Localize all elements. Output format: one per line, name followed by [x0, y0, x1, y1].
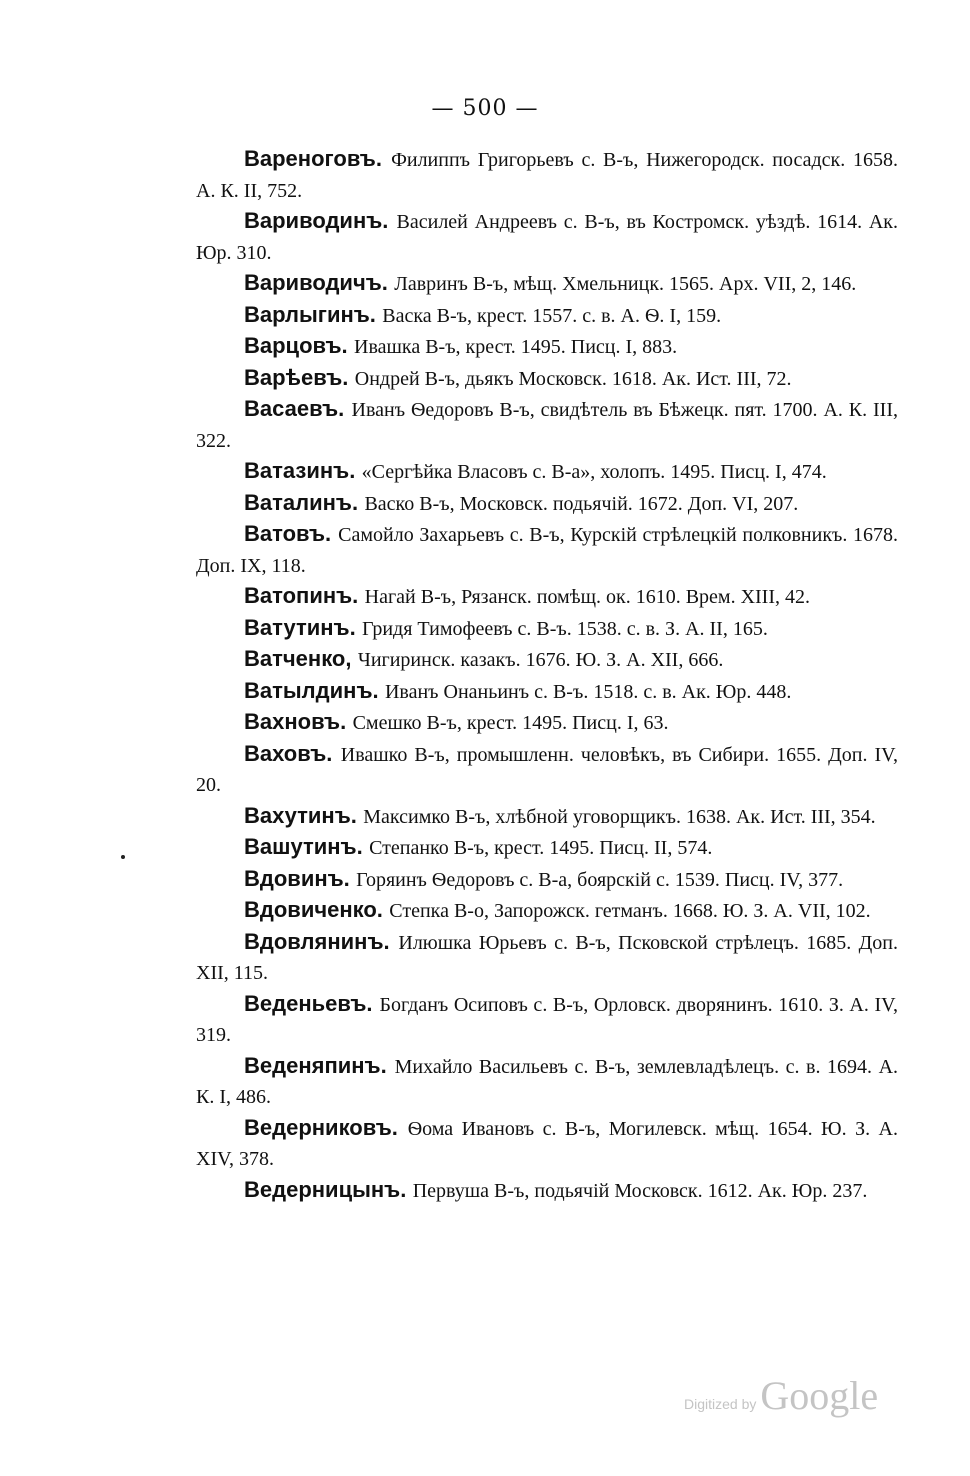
- dictionary-entry: [196, 613, 898, 645]
- dictionary-entry: [196, 1051, 898, 1113]
- dictionary-entry: [196, 268, 898, 300]
- entry-surname: Вашутинъ.: [244, 834, 363, 859]
- entry-surname: Васаевъ.: [244, 396, 345, 421]
- entry-text: Степанко В-ъ, крест. 1495. Писц. II, 574.: [369, 837, 713, 859]
- dictionary-entry: [196, 394, 898, 456]
- entry-text: Лавринъ В-ъ, мѣщ. Хмельницк. 1565. Арх. VII, 2, 146.: [394, 273, 857, 295]
- dictionary-entry: [196, 144, 898, 206]
- entry-text: Ондрей В-ъ, дьякъ Московск. 1618. Ак. Ист. III, 72.: [354, 367, 792, 390]
- stray-ink-dot: [121, 855, 125, 859]
- entry-surname: Веденьевъ.: [244, 990, 373, 1016]
- dictionary-entry: [196, 927, 898, 989]
- entry-surname: Вариводичъ.: [244, 270, 388, 295]
- watermark-brand-logo: Google: [760, 1373, 879, 1418]
- entry-text: Горяинъ Ѳедоровъ с. В-а, боярскій с. 1539. Писц. IV, 377.: [356, 868, 844, 891]
- entry-text: Нагай В-ъ, Рязанск. помѣщ. ок. 1610. Врем. XIII, 42.: [364, 586, 810, 608]
- entry-surname: Варлыгинъ.: [244, 301, 376, 327]
- entry-surname: Ватовъ.: [244, 521, 332, 546]
- dictionary-entry: [196, 300, 898, 332]
- dictionary-entry: [196, 864, 898, 896]
- entry-surname: Ватченко,: [244, 646, 352, 671]
- entry-text: Филиппъ Григорьевъ с. В-ъ, Нижегородск. посадск. 1658. А. К. II, 752.: [196, 149, 898, 202]
- dictionary-entry: [196, 363, 898, 395]
- entry-text: Ѳома Ивановъ с. В-ъ, Могилевск. мѣщ. 1654. Ю. З. А. XIV, 378.: [196, 1117, 898, 1170]
- entry-text: Михайло Васильевъ с. В-ъ, землевладѣлецъ. с. в. 1694. А. К. I, 486.: [196, 1055, 899, 1108]
- dictionary-entry: [196, 488, 898, 520]
- entry-text: Богданъ Осиповъ с. В-ъ, Орловск. дворянинъ. 1610. З. А. IV, 319.: [196, 993, 898, 1046]
- dictionary-entry: [196, 1175, 898, 1207]
- entry-surname: Вдовлянинъ.: [244, 928, 390, 954]
- entry-text: Ивашко В-ъ, промышленн. человѣкъ, въ Сибири. 1655. Доп. IV, 20.: [196, 743, 898, 796]
- entry-text: Васко В-ъ, Московск. подьячій. 1672. Доп. VI, 207.: [364, 492, 799, 515]
- dictionary-entry: [196, 739, 898, 801]
- dictionary-entry: [196, 801, 898, 833]
- entry-text: Васка В-ъ, крест. 1557. с. в. А. Ѳ. I, 159.: [382, 304, 722, 327]
- watermark-digitized-label: Digitized by: [684, 1396, 757, 1412]
- entry-surname: Ваховъ.: [244, 740, 333, 766]
- dictionary-entry: [196, 676, 898, 708]
- entry-surname: Ватазинъ.: [244, 458, 356, 483]
- entry-text: Степка В-о, Запорожск. гетманъ. 1668. Ю. З. А. VII, 102.: [389, 900, 871, 922]
- entry-text: Василей Андреевъ с. В-ъ, въ Костромск. уѣздѣ. 1614. Ак. Юр. 310.: [196, 211, 898, 264]
- entry-surname: Вариводинъ.: [244, 208, 389, 233]
- entry-text: Гридя Тимофеевъ с. В-ъ. 1538. с. в. З. А. II, 165.: [362, 617, 768, 640]
- entry-surname: Вахутинъ.: [244, 802, 357, 828]
- dictionary-entry: [196, 456, 898, 488]
- entry-text: Чигиринск. казакъ. 1676. Ю. З. А. XII, 666.: [357, 649, 724, 671]
- dictionary-entry: [196, 331, 898, 363]
- entry-surname: Ведерницынъ.: [244, 1176, 407, 1202]
- entry-text: Илюшка Юрьевъ с. В-ъ, Псковской стрѣлецъ. 1685. Доп. XII, 115.: [196, 931, 899, 984]
- entry-surname: Ватылдинъ.: [244, 677, 379, 703]
- dictionary-entry: [196, 1113, 898, 1175]
- entry-text: Смешко В-ъ, крест. 1495. Писц. I, 63.: [352, 712, 669, 734]
- entry-surname: Варцовъ.: [244, 333, 348, 358]
- entry-text: Иванъ Онаньинъ с. В-ъ. 1518. с. в. Ак. Юр. 448.: [384, 680, 792, 703]
- dictionary-entry: [196, 707, 898, 739]
- dictionary-entry: [196, 895, 898, 927]
- dictionary-entry: [196, 832, 898, 864]
- entry-surname: Ваталинъ.: [244, 489, 359, 515]
- entry-surname: Ватопинъ.: [244, 583, 359, 608]
- entry-text: Максимко В-ъ, хлѣбной уговорщикъ. 1638. Ак. Ист. III, 354.: [363, 805, 876, 828]
- entry-text: Иванъ Ѳедоровъ В-ъ, свидѣтель въ Бѣжецк. пят. 1700. А. К. III, 322.: [196, 399, 899, 452]
- entry-surname: Вдовинъ.: [244, 865, 350, 891]
- dictionary-entry: [196, 644, 898, 676]
- dictionary-entries: [196, 144, 898, 1206]
- dictionary-entry: [196, 581, 898, 613]
- entry-surname: Вдовиченко.: [244, 897, 383, 922]
- entry-surname: Вахновъ.: [244, 709, 347, 734]
- dictionary-entry: [196, 989, 898, 1051]
- dictionary-entry: [196, 519, 898, 581]
- entry-text: Первуша В-ъ, подьячій Московск. 1612. Ак. Юр. 237.: [412, 1179, 868, 1202]
- entry-text: Самойло Захарьевъ с. В-ъ, Курскій стрѣлецкій полковникъ. 1678. Доп. IX, 118.: [196, 524, 899, 577]
- digitized-watermark: [684, 1372, 878, 1419]
- entry-text: Ивашка В-ъ, крест. 1495. Писц. I, 883.: [354, 336, 678, 358]
- entry-surname: Веденяпинъ.: [244, 1052, 387, 1078]
- entry-surname: Варѣевъ.: [244, 364, 349, 390]
- entry-surname: Ватутинъ.: [244, 614, 356, 640]
- entry-surname: Вареноговъ.: [244, 146, 382, 171]
- entry-surname: Ведерниковъ.: [244, 1114, 398, 1140]
- dictionary-entry: [196, 206, 898, 268]
- page-number: — 500 —: [431, 96, 539, 121]
- entry-text: «Сергѣйка Власовъ с. В-а», холопъ. 1495. Писц. I, 474.: [361, 461, 827, 483]
